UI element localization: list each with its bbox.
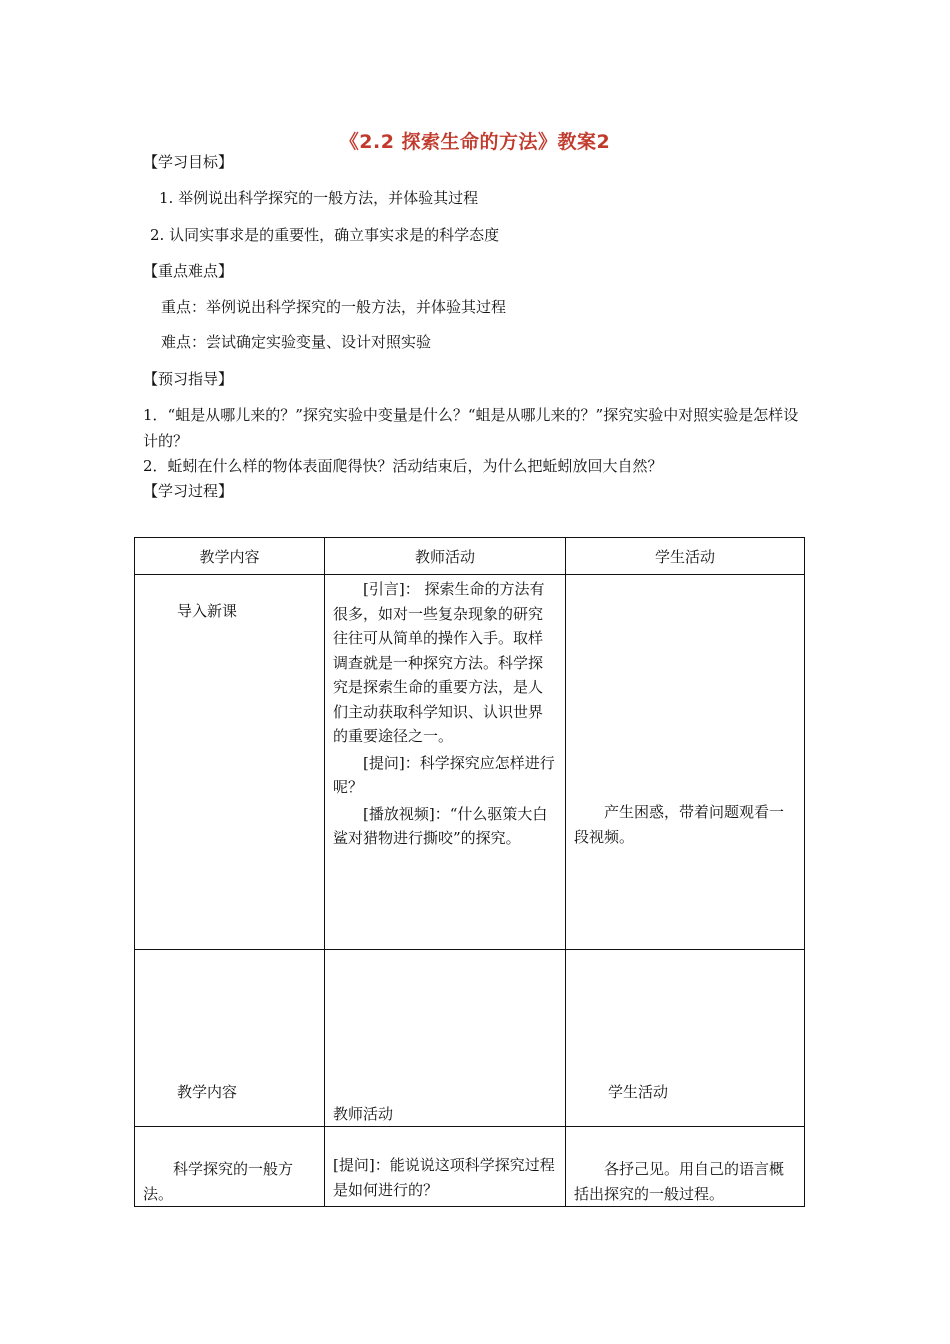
teacher-text: [提问]：能说说这项科学探究过程是如何进行的？ [333,1156,555,1199]
objective-item-2: 2. 认同实事求是的重要性，确立事实求是的科学态度 [150,226,500,244]
key-points-heading: 【重点难点】 [143,262,234,280]
student-text: 各抒己见。用自己的语言概括出探究的一般过程。 [574,1160,785,1203]
teacher-text: 教师活动 [333,1105,394,1123]
objectives-heading: 【学习目标】 [143,153,234,171]
student-text: 产生困惑，带着问题观看一段视频。 [574,803,785,846]
teacher-cell [325,575,566,950]
key-point-focus: 重点：举例说出科学探究的一般方法，并体验其过程 [161,298,507,316]
header-student: 学生活动 [566,538,805,575]
teacher-cell [325,950,566,1127]
table-header-row [135,538,805,575]
key-point-difficulty: 难点：尝试确定实验变量、设计对照实验 [161,333,432,351]
content-cell [135,950,325,1127]
lesson-table [134,537,805,1207]
page-title: 《2.2 探索生命的方法》教案2 [339,131,611,153]
process-heading: 【学习过程】 [143,482,234,500]
content-text: 导入新课 [177,602,238,620]
student-cell [566,575,805,950]
header-teacher: 教师活动 [325,538,566,575]
teacher-text: [引言]： 探索生命的方法有很多，如对一些复杂现象的研究往往可从简单的操作入手。取样调查就是一种探究方法。科学探究是探索生命的重要方法，是人们主动获取科学知识、认识世界的重要途径之一。 [333,580,545,745]
table-row [135,575,805,950]
student-cell [566,1127,805,1207]
content-cell [135,575,325,950]
content-text: 教学内容 [177,1083,238,1101]
teacher-text: [播放视频]：“什么驱策大白鲨对猎物进行撕咬”的探究。 [333,804,548,847]
student-text: 学生活动 [608,1083,669,1101]
teacher-text: [提问]：科学探究应怎样进行呢？ [333,753,555,796]
table-row [135,1127,805,1207]
table-row [135,950,805,1127]
preview-question-1: 1．“蛆是从哪儿来的？”探究实验中变量是什么？“蛆是从哪儿来的？”探究实验中对照实验是怎样设计的？ [143,406,799,450]
content-cell [135,1127,325,1207]
objective-item-1: 1. 举例说出科学探究的一般方法，并体验其过程 [159,189,479,207]
student-cell [566,950,805,1127]
preview-question-2: 2．蚯蚓在什么样的物体表面爬得快？活动结束后，为什么把蚯蚓放回大自然？ [143,457,663,475]
header-content: 教学内容 [135,538,325,575]
preview-heading: 【预习指导】 [143,370,234,388]
teacher-cell [325,1127,566,1207]
content-text: 科学探究的一般方法。 [143,1160,294,1203]
